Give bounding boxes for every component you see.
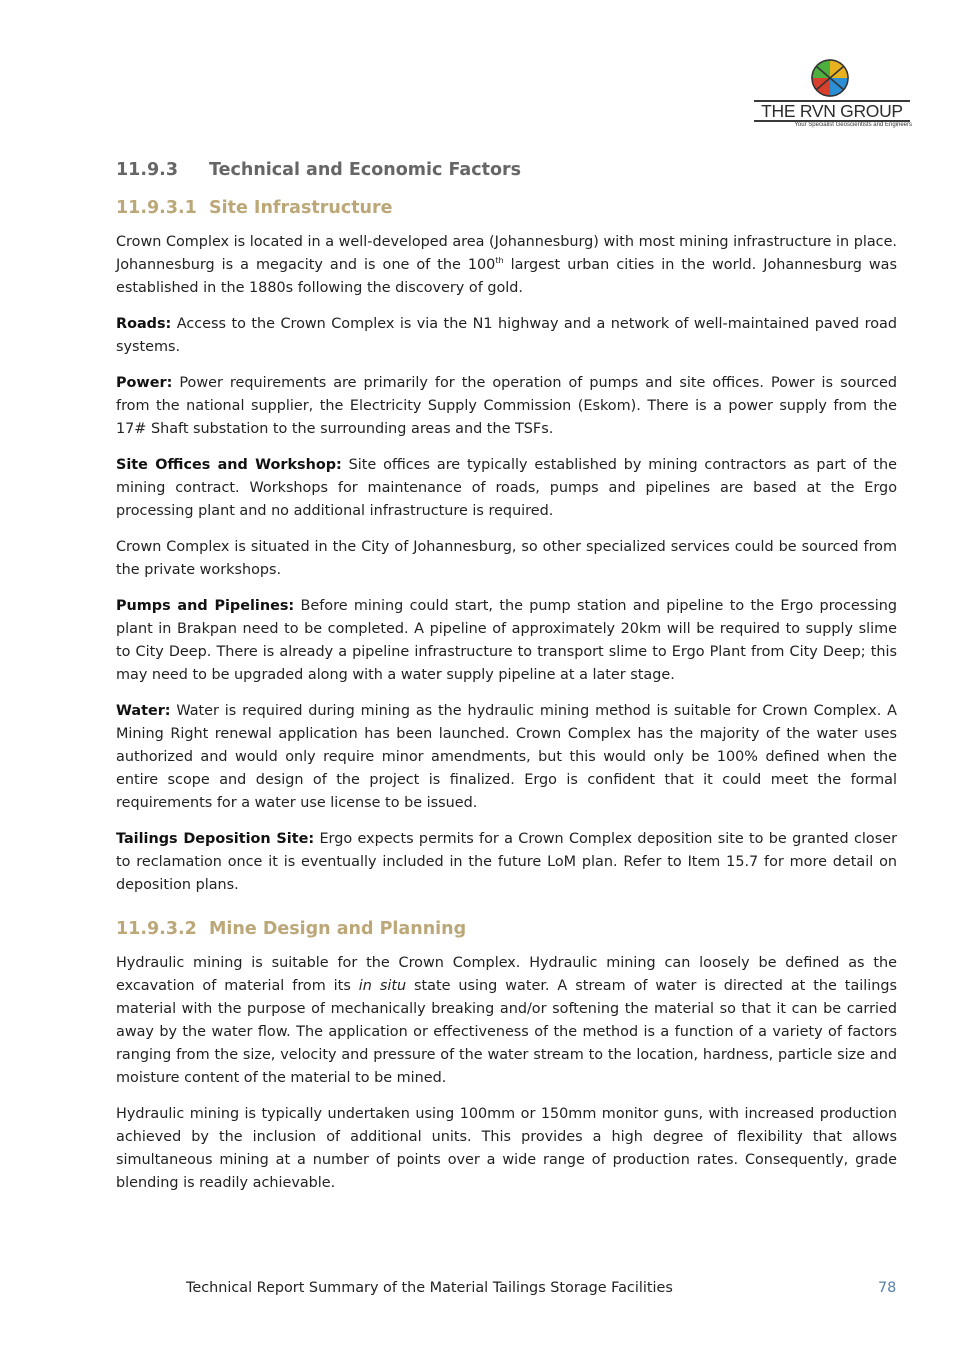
paragraph-roads: Roads: Access to the Crown Complex is via the N1 highway and a network of well-maintained paved road systems. xyxy=(116,316,897,355)
company-logo xyxy=(752,58,912,133)
logo-tagline: Your Specialist Geoscientists and Engineers xyxy=(794,122,912,128)
paragraph-power: Power: Power requirements are primarily for the operation of pumps and site offices. Power is sourced from the national supplier, the Electricity Supply Commission (Eskom). There is a power supply from the 17# Shaft substation to the surrounding areas and the TSFs. xyxy=(116,375,897,437)
paragraph-hydraulic-definition: Hydraulic mining is suitable for the Crown Complex. Hydraulic mining can loosely be defined as the excavation of material from its in situ state using water. A stream of water is directed at the tailings material with the purpose of mechanically breaking and/or softening the material so that it can be carried away by the water flow. The application or effectiveness of the method is a function of a variety of factors ranging from the size, velocity and pressure of the water stream to the location, hardness, particle size and moisture content of the material to be mined. xyxy=(116,955,898,1086)
section-heading-mine-design: 11.9.3.2 Mine Design and Planning xyxy=(116,919,467,939)
page-content xyxy=(116,160,897,1208)
paragraph-hydraulic-equipment: Hydraulic mining is typically undertaken using 100mm or 150mm monitor guns, with increased production achieved by the inclusion of additional units. This provides a high degree of flexibility that allows simultaneous mining at a number of points over a wide range of production rates. Consequently, grade blending is readily achievable. xyxy=(116,1106,897,1191)
paragraph-intro: Crown Complex is located in a well-developed area (Johannesburg) with most mining infrastructure in place. Johannesburg is a megacity and is one of the 100th largest urban cities in the world. Johannesburg was established in the 1880s following the discovery of gold. xyxy=(116,234,897,296)
paragraph-water: Water: Water is required during mining as the hydraulic mining method is suitable for Crown Complex. A Mining Right renewal application has been launched. Crown Complex has the majority of the water uses authorized and would only require minor amendments, but this would only be 100% defined when the entire scope and design of the project is finalized. Ergo is confident that it could meet the formal requirements for a water use license to be issued. xyxy=(116,703,897,811)
logo-wordmark: THE RVN GROUP xyxy=(754,100,910,122)
page-number: 78 xyxy=(878,1280,897,1296)
section-heading-technical-economic: 11.9.3 Technical and Economic Factors xyxy=(116,160,522,180)
logo-circle-icon xyxy=(810,58,850,98)
paragraph-tailings-deposition: Tailings Deposition Site: Ergo expects permits for a Crown Complex deposition site to be granted closer to reclamation once it is eventually included in the future LoM plan. Refer to Item 15.7 for more detail on deposition plans. xyxy=(116,831,897,893)
section-heading-site-infrastructure: 11.9.3.1 Site Infrastructure xyxy=(116,198,393,218)
paragraph-pumps-pipelines: Pumps and Pipelines: Before mining could start, the pump station and pipeline to the Ergo processing plant in Brakpan need to be completed. A pipeline of approximately 20km will be required to supply slime to City Deep. There is already a pipeline infrastructure to transport slime to Ergo Plant from City Deep; this may need to be upgraded along with a water supply pipeline at a later stage. xyxy=(116,598,898,683)
paragraph-site-offices: Site Offices and Workshop: Site offices are typically established by mining contractors as part of the mining contract. Workshops for maintenance of roads, pumps and pipelines are based at the Ergo processing plant and no additional infrastructure is required. xyxy=(116,457,898,519)
paragraph-city: Crown Complex is situated in the City of Johannesburg, so other specialized services could be sourced from the private workshops. xyxy=(116,539,897,578)
footer-title: Technical Report Summary of the Material Tailings Storage Facilities xyxy=(186,1280,673,1296)
